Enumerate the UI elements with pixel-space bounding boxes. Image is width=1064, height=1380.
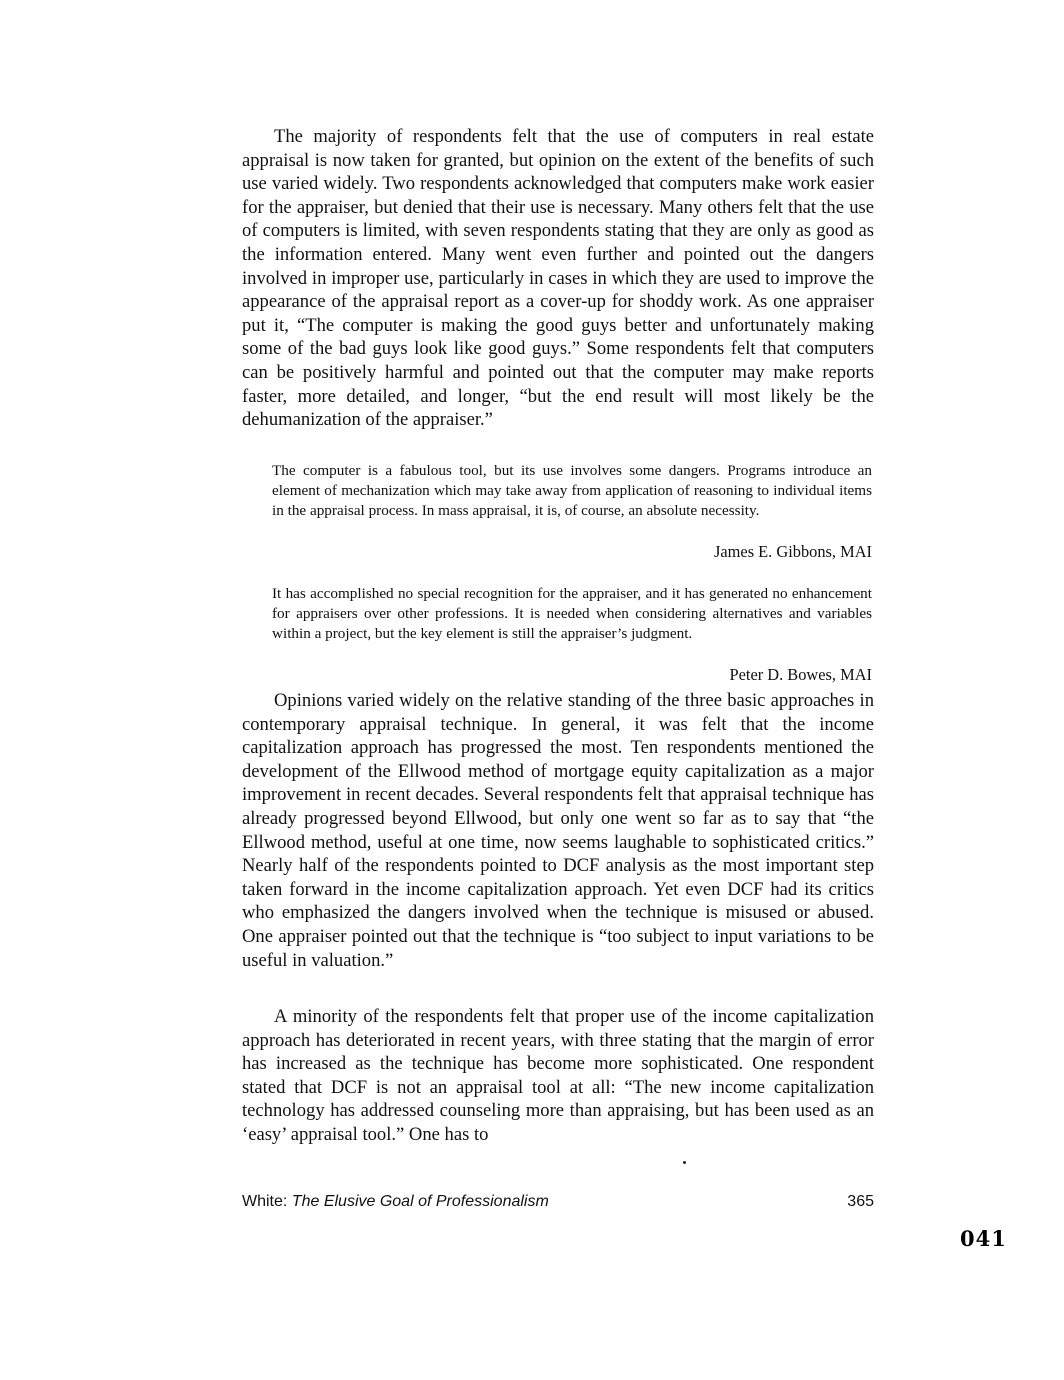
- quote-attribution: Peter D. Bowes, MAI: [729, 665, 872, 684]
- quote-bowes: [272, 584, 872, 688]
- page-number: 365: [847, 1193, 874, 1210]
- running-footer: [242, 1193, 549, 1211]
- quote-attribution: James E. Gibbons, MAI: [714, 542, 872, 561]
- quote-gibbons: [272, 461, 872, 565]
- paragraph-text: The majority of respondents felt that the use of computers in real estate appraisal is now taken for granted, but opinion on the extent of the benefits of such use varied widely. Two respondents acknowledged that computers make work easier for the appraiser, but denied that their use is necessary. Many others felt that the use of computers is limited, with seven respondents stating that they are only as good as the information entered. Many went even further and pointed out the dangers involved in improper use, particularly in cases in which they are used to improve the appearance of the appraisal report as a cover-up for shoddy work. As one appraiser put it, “The computer is making the good guys better and unfortunately making some of the bad guys look like good guys.” Some respondents felt that computers can be positively harmful and pointed out that the computer may make reports faster, more detailed, and longer, “but the end result will most likely be the dehumanization of the appraiser.”: [242, 126, 874, 431]
- footer-author: White:: [242, 1193, 288, 1210]
- paragraph-text: A minority of the respondents felt that proper use of the income capitalization approach has deteriorated in recent years, with three stating that the margin of error has increased as the technique has become more sophisticated. One respondent stated that DCF is not an appraisal tool at all: “The new income capitalization technology has addressed counseling more than appraising, but has been used as an ‘easy’ appraisal tool.” One has to: [242, 1006, 874, 1145]
- quote-text: The computer is a fabulous tool, but its use involves some dangers. Programs introduce an element of mechanization which may take away from application of reasoning to individual items in the appraisal process. In mass appraisal, it is, of course, an absolute necessity.: [272, 462, 872, 520]
- body-paragraph-1: [242, 125, 874, 432]
- footer-title: The Elusive Goal of Professionalism: [291, 1193, 549, 1210]
- page-stamp: 041: [960, 1226, 1007, 1251]
- body-paragraph-3: [242, 1005, 874, 1147]
- paragraph-text: Opinions varied widely on the relative standing of the three basic approaches in contemporary appraisal technique. In general, it was felt that the income capitalization approach has progressed the most. Ten respondents mentioned the development of the Ellwood method of mortgage equity capitalization as a major improvement in recent decades. Several respondents felt that appraisal technique has already progressed beyond Ellwood, but only one went so far as to say that “the Ellwood method, useful at one time, now seems laughable to sophisticated critics.” Nearly half of the respondents pointed to DCF analysis as the most important step taken forward in the income capitalization approach. Yet even DCF had its critics who emphasized the dangers involved when the technique is misused or abused. One appraiser pointed out that the technique is “too subject to input variations to be useful in valuation.”: [242, 690, 874, 971]
- stray-mark: [683, 1161, 686, 1164]
- body-paragraph-2: [242, 689, 874, 972]
- quote-text: It has accomplished no special recognition for the appraiser, and it has generated no enhancement for appraisers over other professions. It is needed when considering alternatives and variables within a project, but the key element is still the appraiser’s judgment.: [272, 585, 872, 643]
